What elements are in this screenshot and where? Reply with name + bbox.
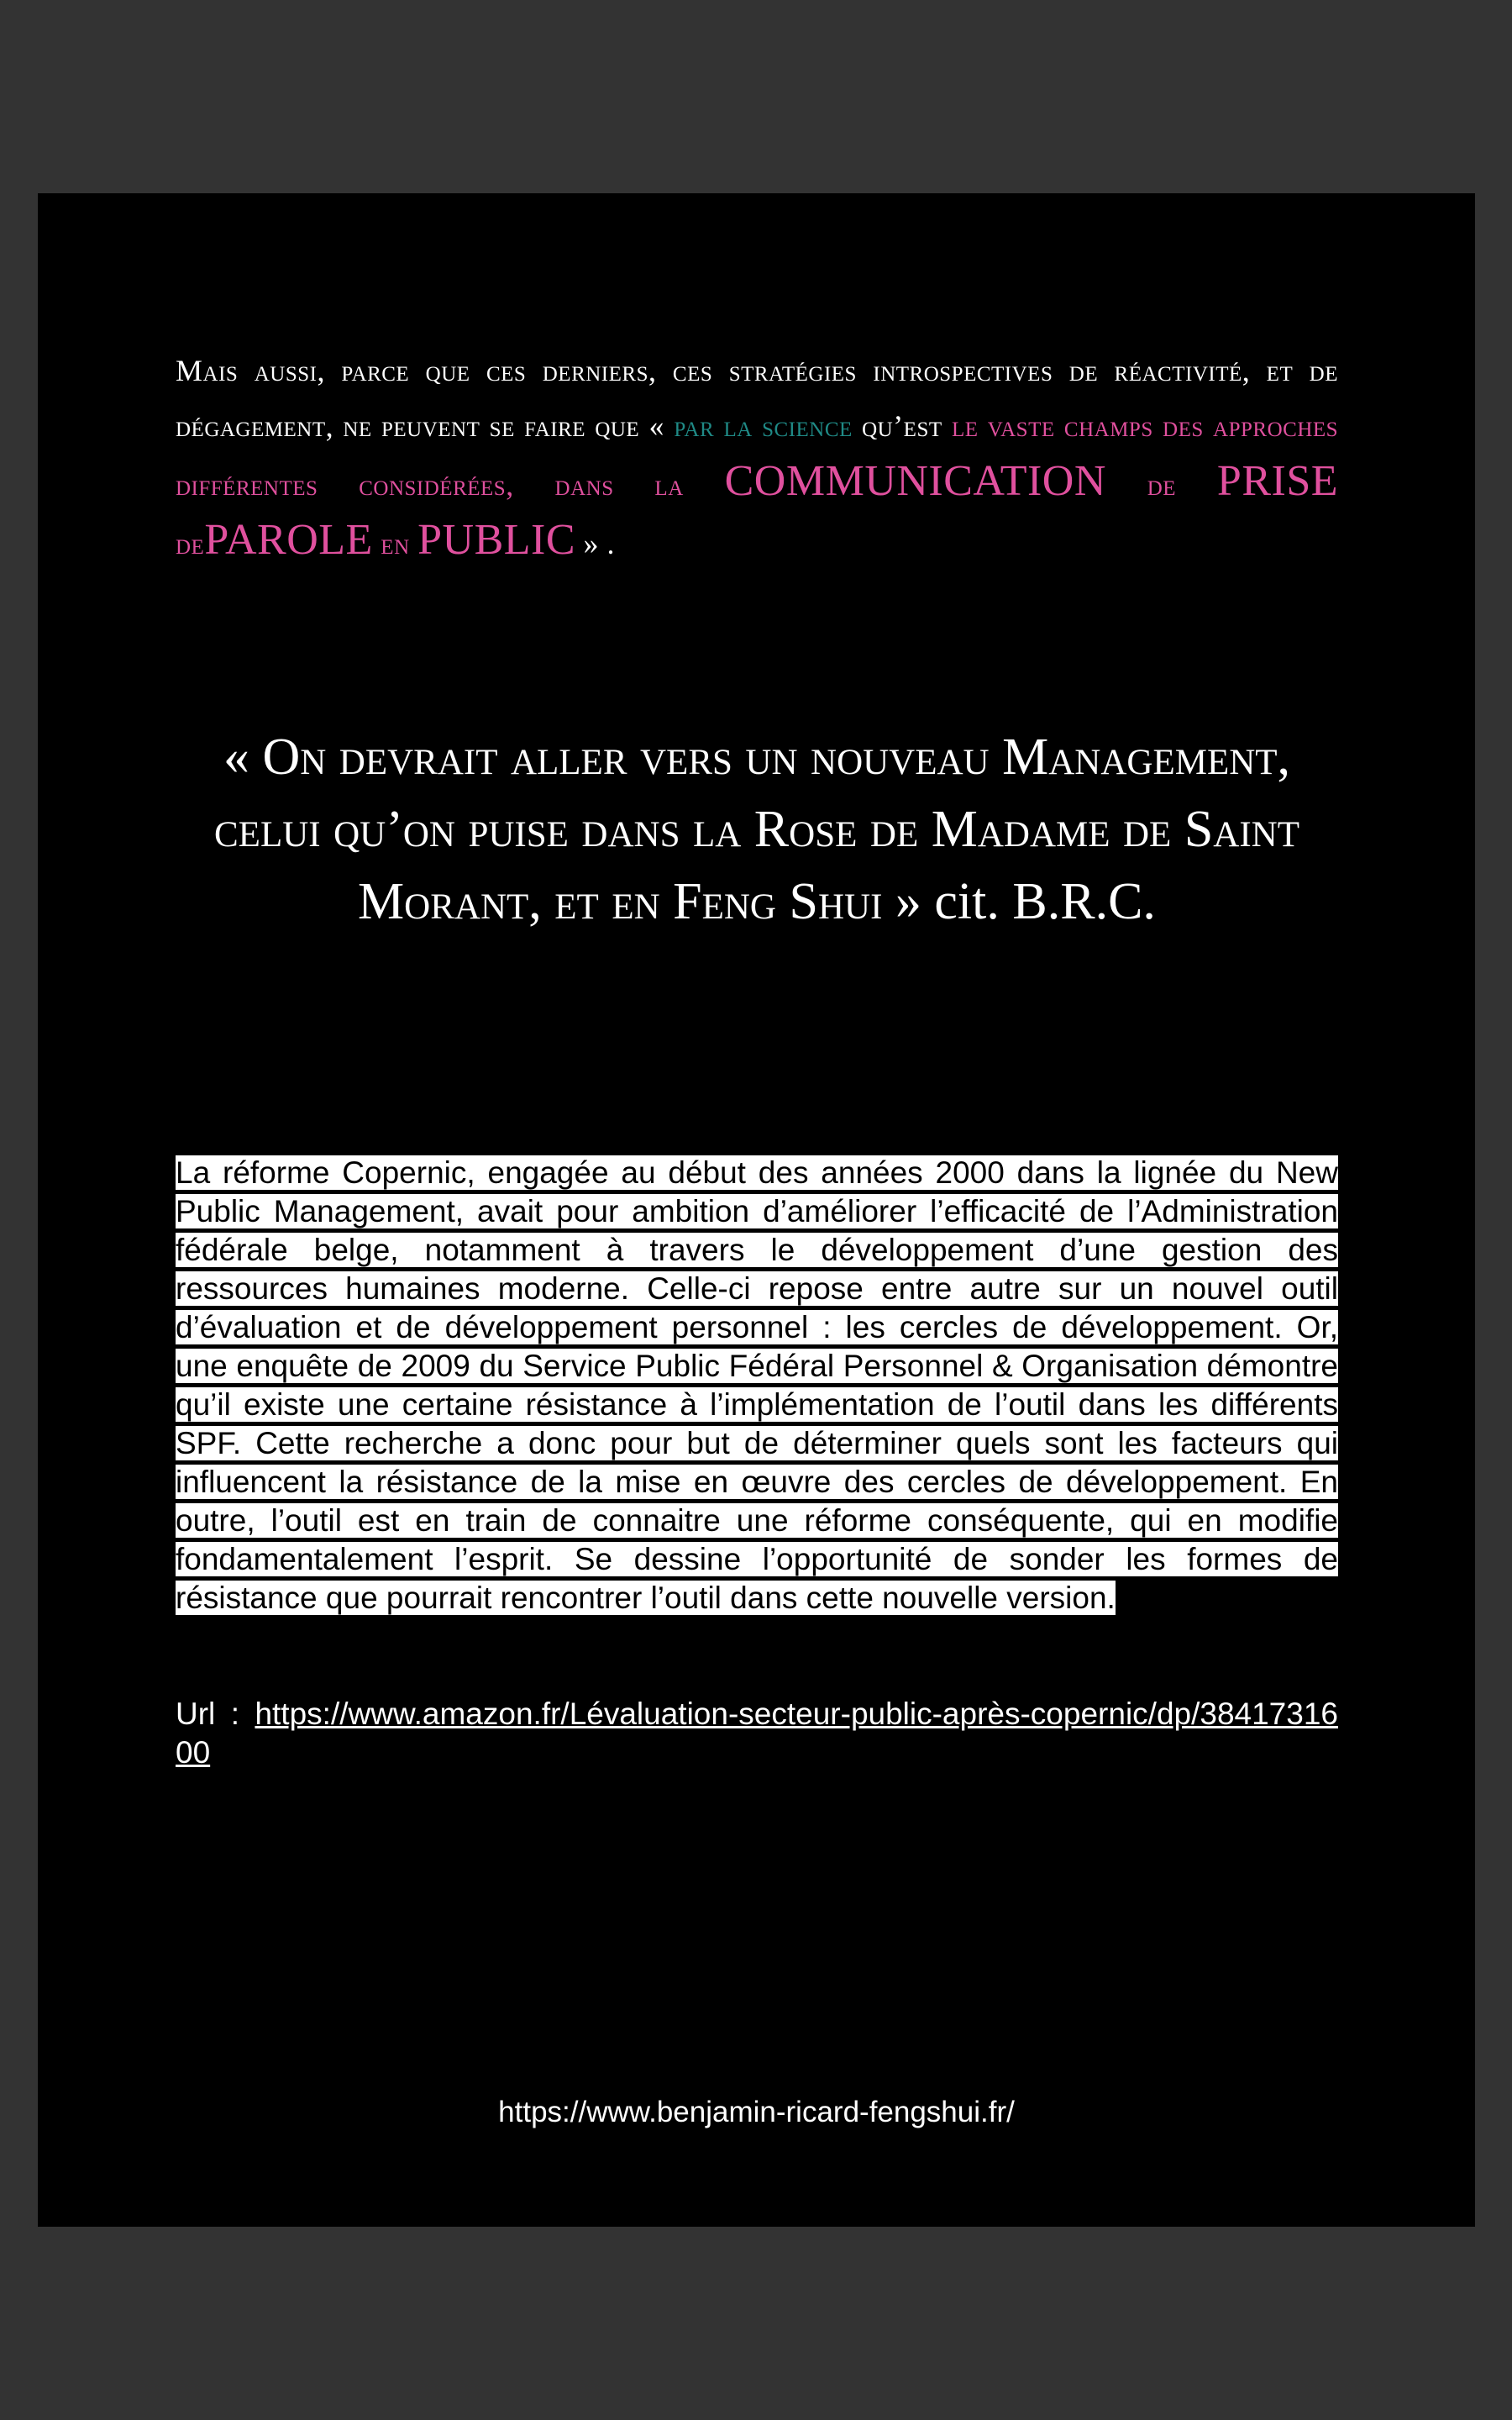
intro-paragraph xyxy=(176,343,1338,571)
intro-word-public: PUBLIC xyxy=(417,516,576,564)
intro-word-de-2: de xyxy=(176,527,205,560)
intro-text-end: » . xyxy=(583,527,616,560)
abstract-paragraph xyxy=(176,1154,1338,1618)
footer-website[interactable] xyxy=(38,2096,1475,2129)
intro-text-part1: Mais aussi, parce que ces derniers, ces stratégies introspectives de réactivité, et de dégagement, ne peuvent se faire que « xyxy=(176,354,1338,443)
intro-word-parole: PAROLE xyxy=(204,516,373,564)
quote-citation: cit. B.R.C. xyxy=(934,873,1156,930)
url-line xyxy=(176,1695,1338,1772)
abstract-text: La réforme Copernic, engagée au début des années 2000 dans la lignée du New Public Management, avait pour ambition d’améliorer l’efficacité de l’Administration fédérale belge, notamment à travers le développement d’une gestion des ressources humaines moderne. Celle-ci repose entre autre sur un nouvel outil d’évaluation et de développement personnel : les cercles de développement. Or, une enquête de 2009 du Service Public Fédéral Personnel & Organisation démontre qu’il existe une certaine résistance à l’implémentation de l’outil dans les différents SPF. Cette recherche a donc pour but de déterminer quels sont les facteurs qui influencent la résistance de la mise en œuvre des cercles de développement. En outre, l’outil est en train de connaitre une réforme conséquente, qui en modifie fondamentalement l’esprit. Se dessine l’opportunité de sonder les formes de résistance que pourrait rencontrer l’outil dans cette nouvelle version. xyxy=(176,1155,1338,1615)
amazon-link[interactable]: https://www.amazon.fr/Lévaluation-secteur-public-après-copernic/dp/3841731600 xyxy=(176,1697,1338,1770)
intro-highlight-science: par la science xyxy=(674,409,853,443)
intro-word-de-1: de xyxy=(1147,468,1177,502)
url-label: Url : xyxy=(176,1697,239,1731)
document-page xyxy=(38,193,1475,2227)
quote-text: « On devrait aller vers un nouveau Management, celui qu’on puise dans la Rose de Madame de Saint Morant, et en Feng Shui » xyxy=(214,729,1299,930)
quote-block xyxy=(176,721,1338,938)
footer-url[interactable]: https://www.benjamin-ricard-fengshui.fr/ xyxy=(498,2096,1015,2128)
intro-word-prise: PRISE xyxy=(1216,457,1339,505)
intro-word-en: en xyxy=(381,527,410,560)
intro-text-part2: qu’est xyxy=(862,409,942,443)
intro-word-communication: COMMUNICATION xyxy=(724,457,1106,505)
intro-highlight-approaches: le vaste champs des approches différentes considérées, dans la xyxy=(176,409,1339,502)
